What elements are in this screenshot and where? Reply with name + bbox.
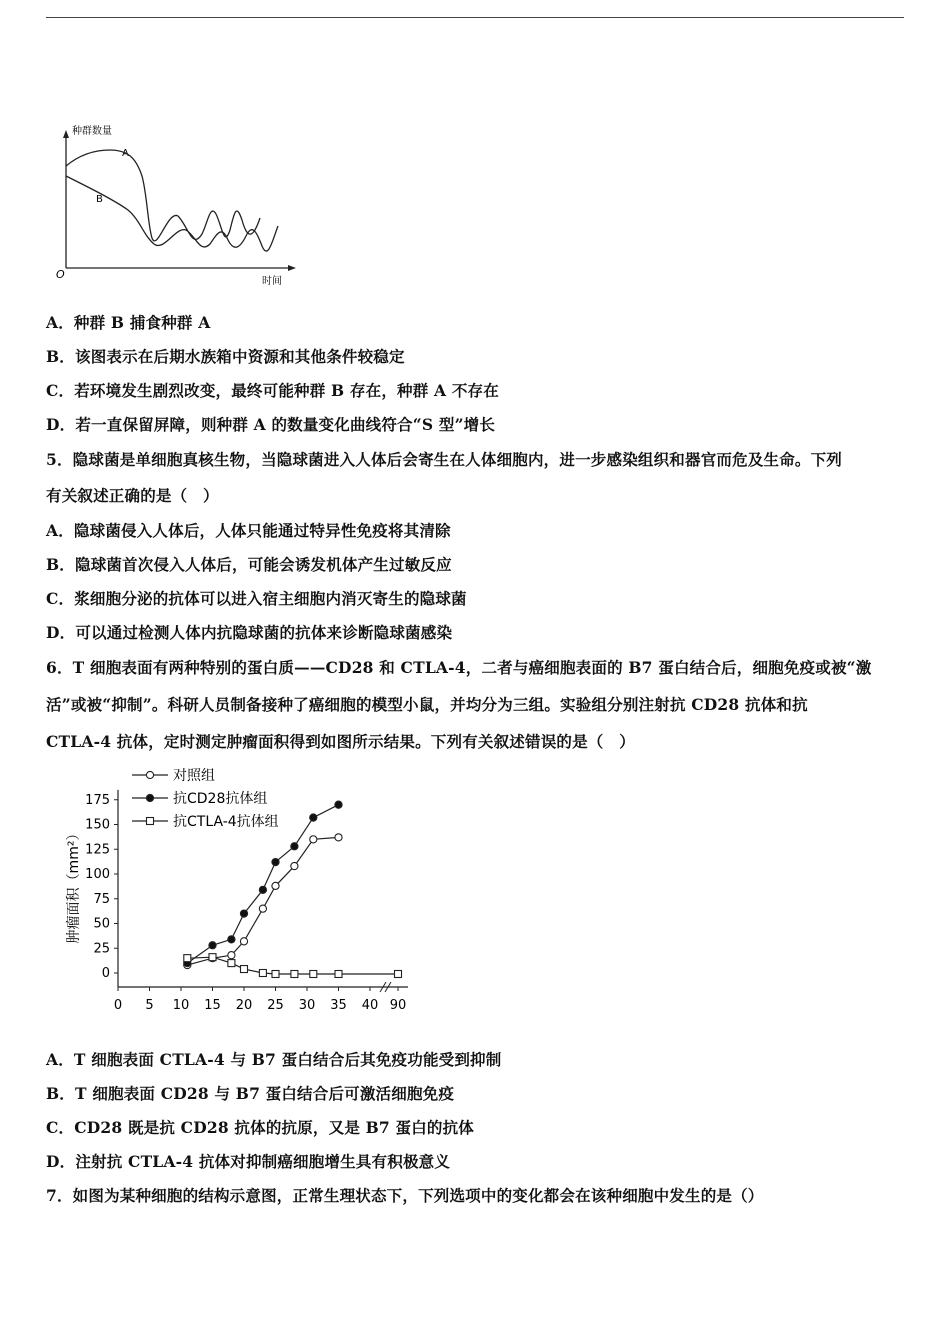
fig1-ylabel: 种群数量 [72,126,112,137]
q4-option-d: D．若一直保留屏障，则种群 A 的数量变化曲线符合“S 型”增长 [46,415,496,434]
curve-b [66,176,278,251]
data-point [335,801,342,808]
fig1-origin: O [56,268,65,281]
data-point [240,910,247,917]
data-point [310,836,317,843]
y-axis-label: 肿瘤面积（mm²） [66,826,82,944]
data-point [241,966,248,973]
q6-stem-line3: CTLA-4 抗体，定时测定肿瘤面积得到如图所示结果。下列有关叙述错误的是（ ） [46,732,635,751]
legend-label: 对照组 [173,768,215,784]
data-point [259,886,266,893]
q6-option-c: C．CD28 既是抗 CD28 抗体的抗原，又是 B7 蛋白的抗体 [46,1118,474,1137]
tumor-area-chart [58,765,418,1027]
y-tick-label: 150 [85,817,110,833]
data-point [291,862,298,869]
x-tick-label: 15 [204,998,221,1013]
q4-option-b: B．该图表示在后期水族箱中资源和其他条件较稳定 [46,347,405,366]
q5-stem-line1: 5．隐球菌是单细胞真核生物，当隐球菌进入人体后会寄生在人体细胞内，进一步感染组织和器官而危及生命。下列 [46,450,842,469]
q5-option-b: B．隐球菌首次侵入人体后，可能会诱发机体产生过敏反应 [46,555,452,574]
data-point [272,970,279,977]
data-point [272,859,279,866]
x-tick-label: 90 [389,998,407,1013]
legend-marker [146,771,153,778]
fig1-label-a: A [122,148,129,159]
fig1-xlabel: 时间 [262,276,282,287]
data-point [395,970,402,977]
legend-label: 抗CD28抗体组 [173,791,268,807]
x-tick-label: 35 [330,998,347,1013]
x-tick-label: 0 [113,998,123,1013]
q4-option-a: A．种群 B 捕食种群 A [46,313,211,332]
fig1-label-b: B [96,194,103,205]
data-point [228,952,235,959]
x-tick-label: 10 [172,998,190,1013]
q6-option-d: D．注射抗 CTLA-4 抗体对抑制癌细胞增生具有积极意义 [46,1152,451,1171]
data-point [259,905,266,912]
q4-option-c: C．若环境发生剧烈改变，最终可能种群 B 存在，种群 A 不存在 [46,381,499,400]
data-point [184,955,191,962]
y-tick-label: 125 [85,842,110,858]
q6-stem-line2: 活”或被“抑制”。科研人员制备接种了癌细胞的模型小鼠，并均分为三组。实验组分别注射抗 CD28 抗体和抗 [46,695,808,714]
q5-stem-line2: 有关叙述正确的是（ ） [46,486,219,505]
q7-stem: 7．如图为某种细胞的结构示意图，正常生理状态下，下列选项中的变化都会在该种细胞中发生的是（） [46,1186,764,1205]
x-tick-label: 30 [298,998,316,1013]
legend-marker [146,794,153,801]
q5-option-a: A．隐球菌侵入人体后，人体只能通过特异性免疫将其清除 [46,521,451,540]
q5-option-c: C．浆细胞分泌的抗体可以进入宿主细胞内消灭寄生的隐球菌 [46,589,467,608]
legend-marker [147,818,154,825]
header-rule [46,17,904,18]
y-tick-label: 175 [85,792,110,808]
x-tick-label: 20 [235,998,253,1013]
y-tick-label: 75 [93,891,110,907]
data-point [209,942,216,949]
data-point [335,834,342,841]
data-point [310,814,317,821]
data-point [228,936,235,943]
data-point [259,970,266,977]
x-tick-label: 25 [267,998,284,1013]
y-tick-label: 0 [101,966,110,981]
data-point [272,882,279,889]
x-tick-label: 40 [361,998,379,1013]
data-point [335,970,342,977]
data-point [240,938,247,945]
y-tick-label: 100 [85,867,110,882]
population-figure [50,118,300,290]
q6-option-b: B．T 细胞表面 CD28 与 B7 蛋白结合后可激活细胞免疫 [46,1084,455,1103]
data-point [209,954,216,961]
legend-label: 抗CTLA-4抗体组 [173,814,279,830]
x-tick-label: 5 [145,998,154,1013]
data-point [228,960,235,967]
q6-stem-line1: 6．T 细胞表面有两种特别的蛋白质——CD28 和 CTLA-4，二者与癌细胞表面的 B7 蛋白结合后，细胞免疫或被“激 [46,658,872,677]
fig1-y-arrow [63,130,69,138]
data-point [291,970,298,977]
y-tick-label: 25 [93,941,110,957]
data-point [310,970,317,977]
fig1-x-arrow [288,265,296,271]
q5-option-d: D．可以通过检测人体内抗隐球菌的抗体来诊断隐球菌感染 [46,623,453,642]
q6-option-a: A．T 细胞表面 CTLA-4 与 B7 蛋白结合后其免疫功能受到抑制 [46,1050,502,1069]
data-point [291,843,298,850]
y-tick-label: 50 [93,916,110,932]
